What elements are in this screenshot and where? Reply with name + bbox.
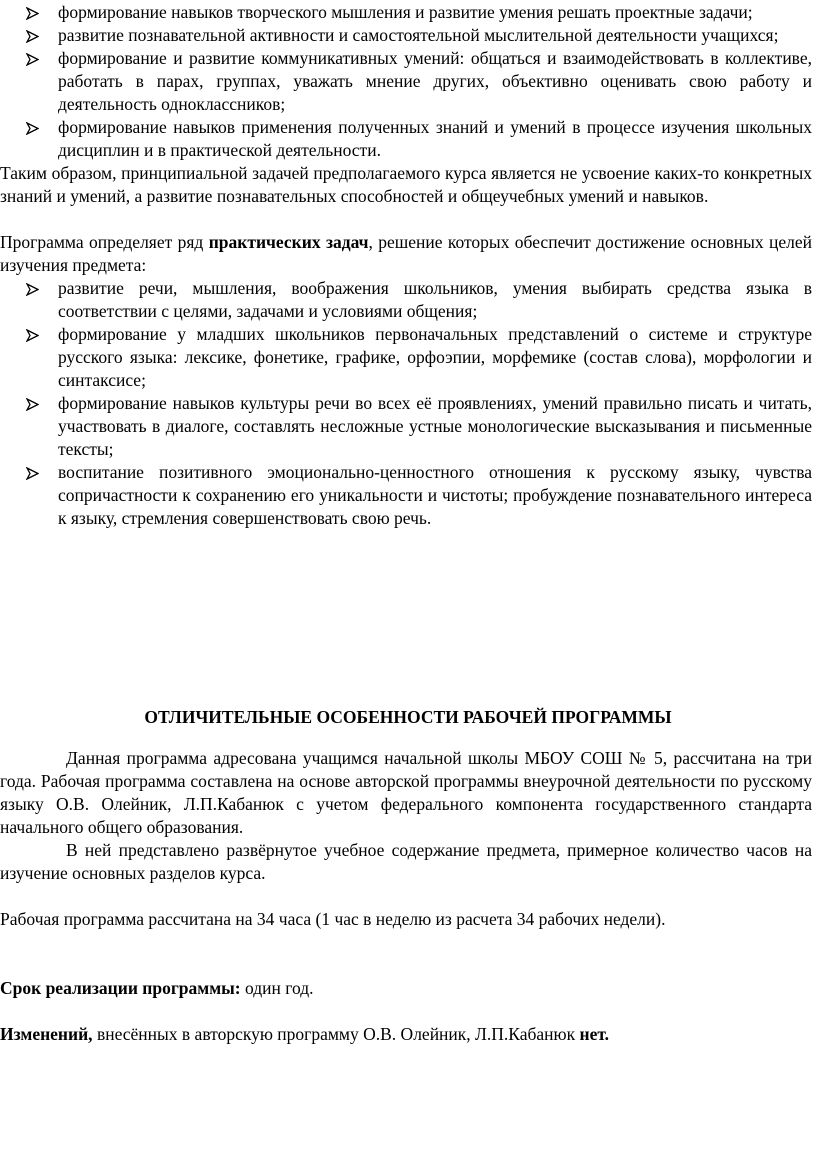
program-description-paragraph: Данная программа адресована учащимся начальной школы МБОУ СОШ № 5, рассчитана на три года. Рабочая программа составлена на основе авторской программы внеурочной деятельности по русскому языку О.В. Олейник, Л.П.Кабанюк с учетом федерального компонента государственного стандарта начального общего образования. bbox=[0, 748, 812, 837]
list-item bbox=[0, 116, 816, 162]
arrow-bullet-icon bbox=[26, 122, 39, 135]
goals-list bbox=[0, 1, 816, 162]
list-item-text: развитие познавательной активности и самостоятельной мыслительной деятельности учащихся; bbox=[58, 25, 779, 45]
list-item bbox=[0, 47, 816, 116]
hours-paragraph: Рабочая программа рассчитана на 34 часа (1 час в неделю из расчета 34 рабочих недели). bbox=[0, 909, 666, 929]
list-item-text: формирование навыков творческого мышления и развитие умения решать проектные задачи; bbox=[58, 2, 753, 22]
tasks-list bbox=[0, 277, 816, 530]
practical-tasks-bold: практических задач bbox=[208, 232, 369, 252]
list-item-text: формирование навыков культуры речи во всех её проявлениях, умений правильно писать и читать, участвовать в диалоге, составлять несложные устные монологические высказывания и письменные тексты; bbox=[58, 393, 812, 459]
list-item-text: формирование навыков применения полученных знаний и умений в процессе изучения школьных дисциплин и в практической деятельности. bbox=[58, 117, 812, 160]
term-paragraph bbox=[0, 977, 816, 1000]
changes-value: нет. bbox=[579, 1024, 610, 1044]
content-paragraph: В ней представлено развёрнутое учебное содержание предмета, примерное количество часов на изучение основных разделов курса. bbox=[0, 840, 812, 883]
arrow-bullet-icon bbox=[26, 398, 39, 411]
list-item bbox=[0, 323, 816, 392]
arrow-bullet-icon bbox=[26, 329, 39, 342]
list-item bbox=[0, 277, 816, 323]
arrow-bullet-icon bbox=[26, 30, 39, 43]
list-item bbox=[0, 1, 816, 24]
term-label: Срок реализации программы: bbox=[0, 978, 241, 998]
list-item bbox=[0, 24, 816, 47]
arrow-bullet-icon bbox=[26, 467, 39, 480]
arrow-bullet-icon bbox=[26, 53, 39, 66]
changes-paragraph: Изменений, внесённых в авторскую программу О.В. Олейник, Л.П.Кабанюк нет. bbox=[0, 1024, 610, 1044]
summary-paragraph: Таким образом, принципиальной задачей предполагаемого курса является не усвоение каких-то конкретных знаний и умений, а развитие познавательных способностей и общеучебных умений и навыков. bbox=[0, 163, 812, 206]
section-heading: ОТЛИЧИТЕЛЬНЫЕ ОСОБЕННОСТИ РАБОЧЕЙ ПРОГРАММЫ bbox=[144, 707, 672, 727]
term-value: один год. bbox=[240, 978, 314, 998]
tasks-intro-paragraph: Программа определяет ряд практических задач, решение которых обеспечит достижение основных целей изучения предмета: bbox=[0, 232, 813, 275]
changes-label: Изменений, bbox=[0, 1024, 93, 1044]
list-item bbox=[0, 392, 816, 461]
list-item-text: развитие речи, мышления, воображения школьников, умения выбирать средства языка в соответствии с целями, задачами и условиями общения; bbox=[58, 278, 812, 321]
list-item-text: воспитание позитивного эмоционально-ценностного отношения к русскому языку, чувства сопричастности к сохранению его уникальности и чистоты; пробуждение познавательного интереса к языку, стремления совершенствовать свою речь. bbox=[58, 462, 812, 528]
arrow-bullet-icon bbox=[26, 7, 39, 20]
list-item bbox=[0, 461, 816, 530]
list-item-text: формирование и развитие коммуникативных умений: общаться и взаимодействовать в коллективе, работать в парах, группах, уважать мнение других, объективно оценивать свою работу и деятельность одноклассников; bbox=[58, 48, 812, 114]
arrow-bullet-icon bbox=[26, 283, 39, 296]
list-item-text: формирование у младших школьников первоначальных представлений о системе и структуре русского языка: лексике, фонетике, графике, орфоэпии, морфемике (состав слова), морфологии и синтаксисе; bbox=[58, 324, 812, 390]
